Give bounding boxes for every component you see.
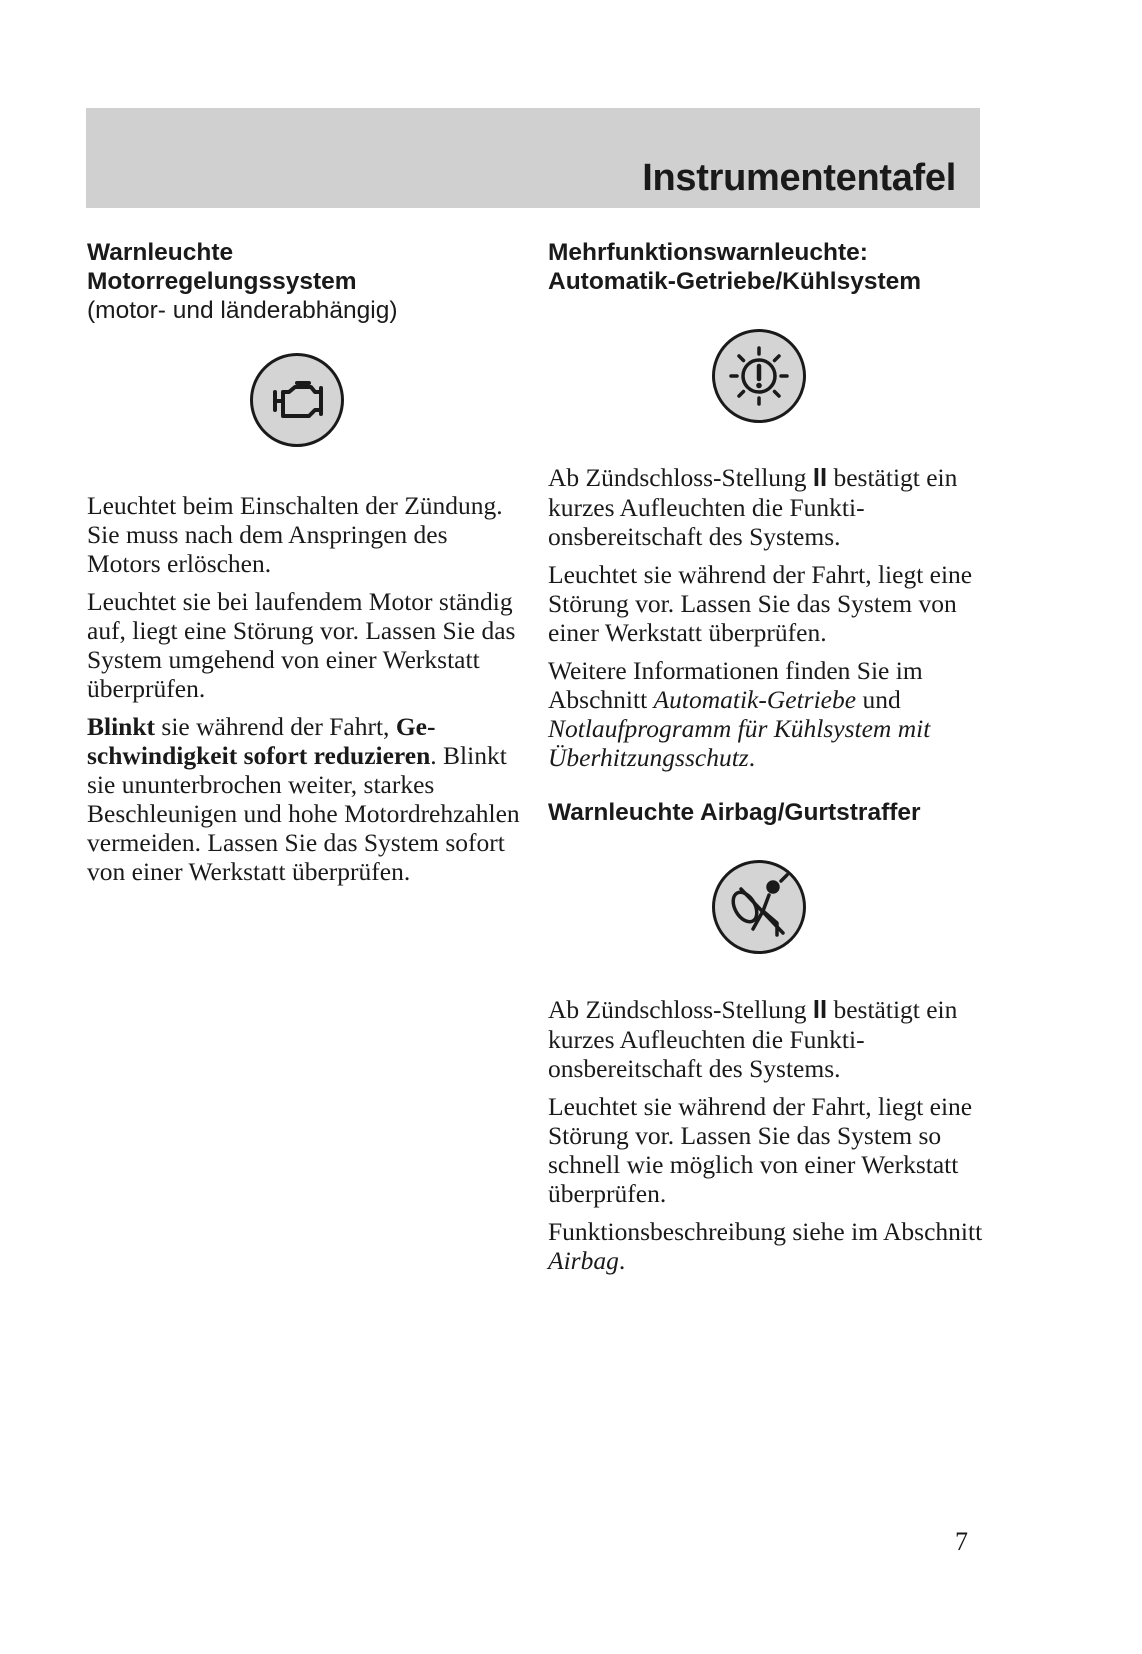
right-s2-paragraph-1 — [548, 995, 988, 1083]
section-title: Warnleuchte Airbag/Gurtstraffer — [548, 799, 921, 826]
body-text: Funktionsbeschreibung siehe im Abschnitt — [548, 1217, 983, 1246]
left-paragraph-3 — [87, 712, 523, 886]
bold-text: Blinkt — [87, 712, 156, 741]
right-s1-paragraph-1 — [548, 463, 988, 551]
right-s2-paragraph-3 — [548, 1217, 988, 1275]
body-text: und — [856, 685, 901, 714]
section-title-line2: Motorregelungssystem — [87, 268, 357, 295]
right-s1-paragraph-2: Leuchtet sie während der Fahrt, liegt eine Störung vor. Lassen Sie das System von einer Werkstatt überprüfen. — [548, 560, 973, 647]
ignition-position: II — [812, 996, 828, 1024]
section-title-line1: Mehrfunktionswarnleuchte: — [548, 239, 868, 266]
body-text: Ab Zündschloss-Stellung — [548, 995, 813, 1024]
sun-exclamation-icon — [712, 329, 806, 423]
ignition-position: II — [812, 464, 828, 492]
left-column — [87, 238, 523, 895]
right-column — [548, 238, 988, 1284]
left-paragraph-1: Leuchtet beim Einschalten der Zündung. Sie muss nach dem Anspringen des Motors erlöschen. — [87, 491, 503, 578]
italic-reference: Notlaufprogramm für Kühlsystem mit Überhitzungsschutz — [548, 714, 931, 772]
page-title: Instrumententafel — [642, 157, 956, 199]
italic-reference: Airbag — [548, 1246, 619, 1275]
body-text: Weitere Informationen finden Sie im Abschnitt — [548, 656, 923, 714]
body-text: . — [748, 743, 756, 772]
header-band — [86, 108, 980, 208]
right-s2-paragraph-2: Leuchtet sie während der Fahrt, liegt eine Störung vor. Lassen Sie das System so schnell wie möglich von einer Werkstatt überprüfen. — [548, 1092, 973, 1208]
body-text: . — [618, 1246, 626, 1275]
engine-warning-icon-wrap — [87, 325, 523, 491]
section-subtitle: (motor- und länderabhängig) — [87, 297, 398, 324]
body-text: bestätigt ein kurzes Aufleuchten die Funktionsbereitschaft des Systems. — [548, 463, 958, 551]
right-s1-paragraph-3 — [548, 656, 988, 772]
italic-reference: Automatik-Getriebe — [653, 685, 857, 714]
body-text: . Blinkt sie ununterbrochen weiter, starkes Beschleunigen und hohe Motordrehzahlen vermeiden. Lassen Sie das System sofort von einer Werkstatt überprüfen. — [87, 741, 520, 886]
section-title-line1: Warnleuchte — [87, 239, 234, 266]
airbag-icon — [712, 860, 806, 954]
body-text: bestätigt ein kurzes Aufleuchten die Funktionsbereitschaft des Systems. — [548, 995, 958, 1083]
bold-text: Geschwindigkeit sofort reduzieren — [87, 712, 436, 770]
multifunction-warning-icon-wrap — [548, 296, 988, 463]
page-number: 7 — [955, 1527, 968, 1556]
body-text: Ab Zündschloss-Stellung — [548, 463, 813, 492]
section-title-line2: Automatik-Getriebe/Kühlsystem — [548, 268, 922, 295]
engine-icon — [250, 353, 344, 447]
body-text: sie während der Fahrt, — [155, 712, 396, 741]
left-paragraph-2: Leuchtet sie bei laufendem Motor ständig auf, liegt eine Störung vor. Lassen Sie das System umgehend von einer Werkstatt überprüfen. — [87, 587, 516, 703]
airbag-warning-icon-wrap — [548, 827, 988, 995]
